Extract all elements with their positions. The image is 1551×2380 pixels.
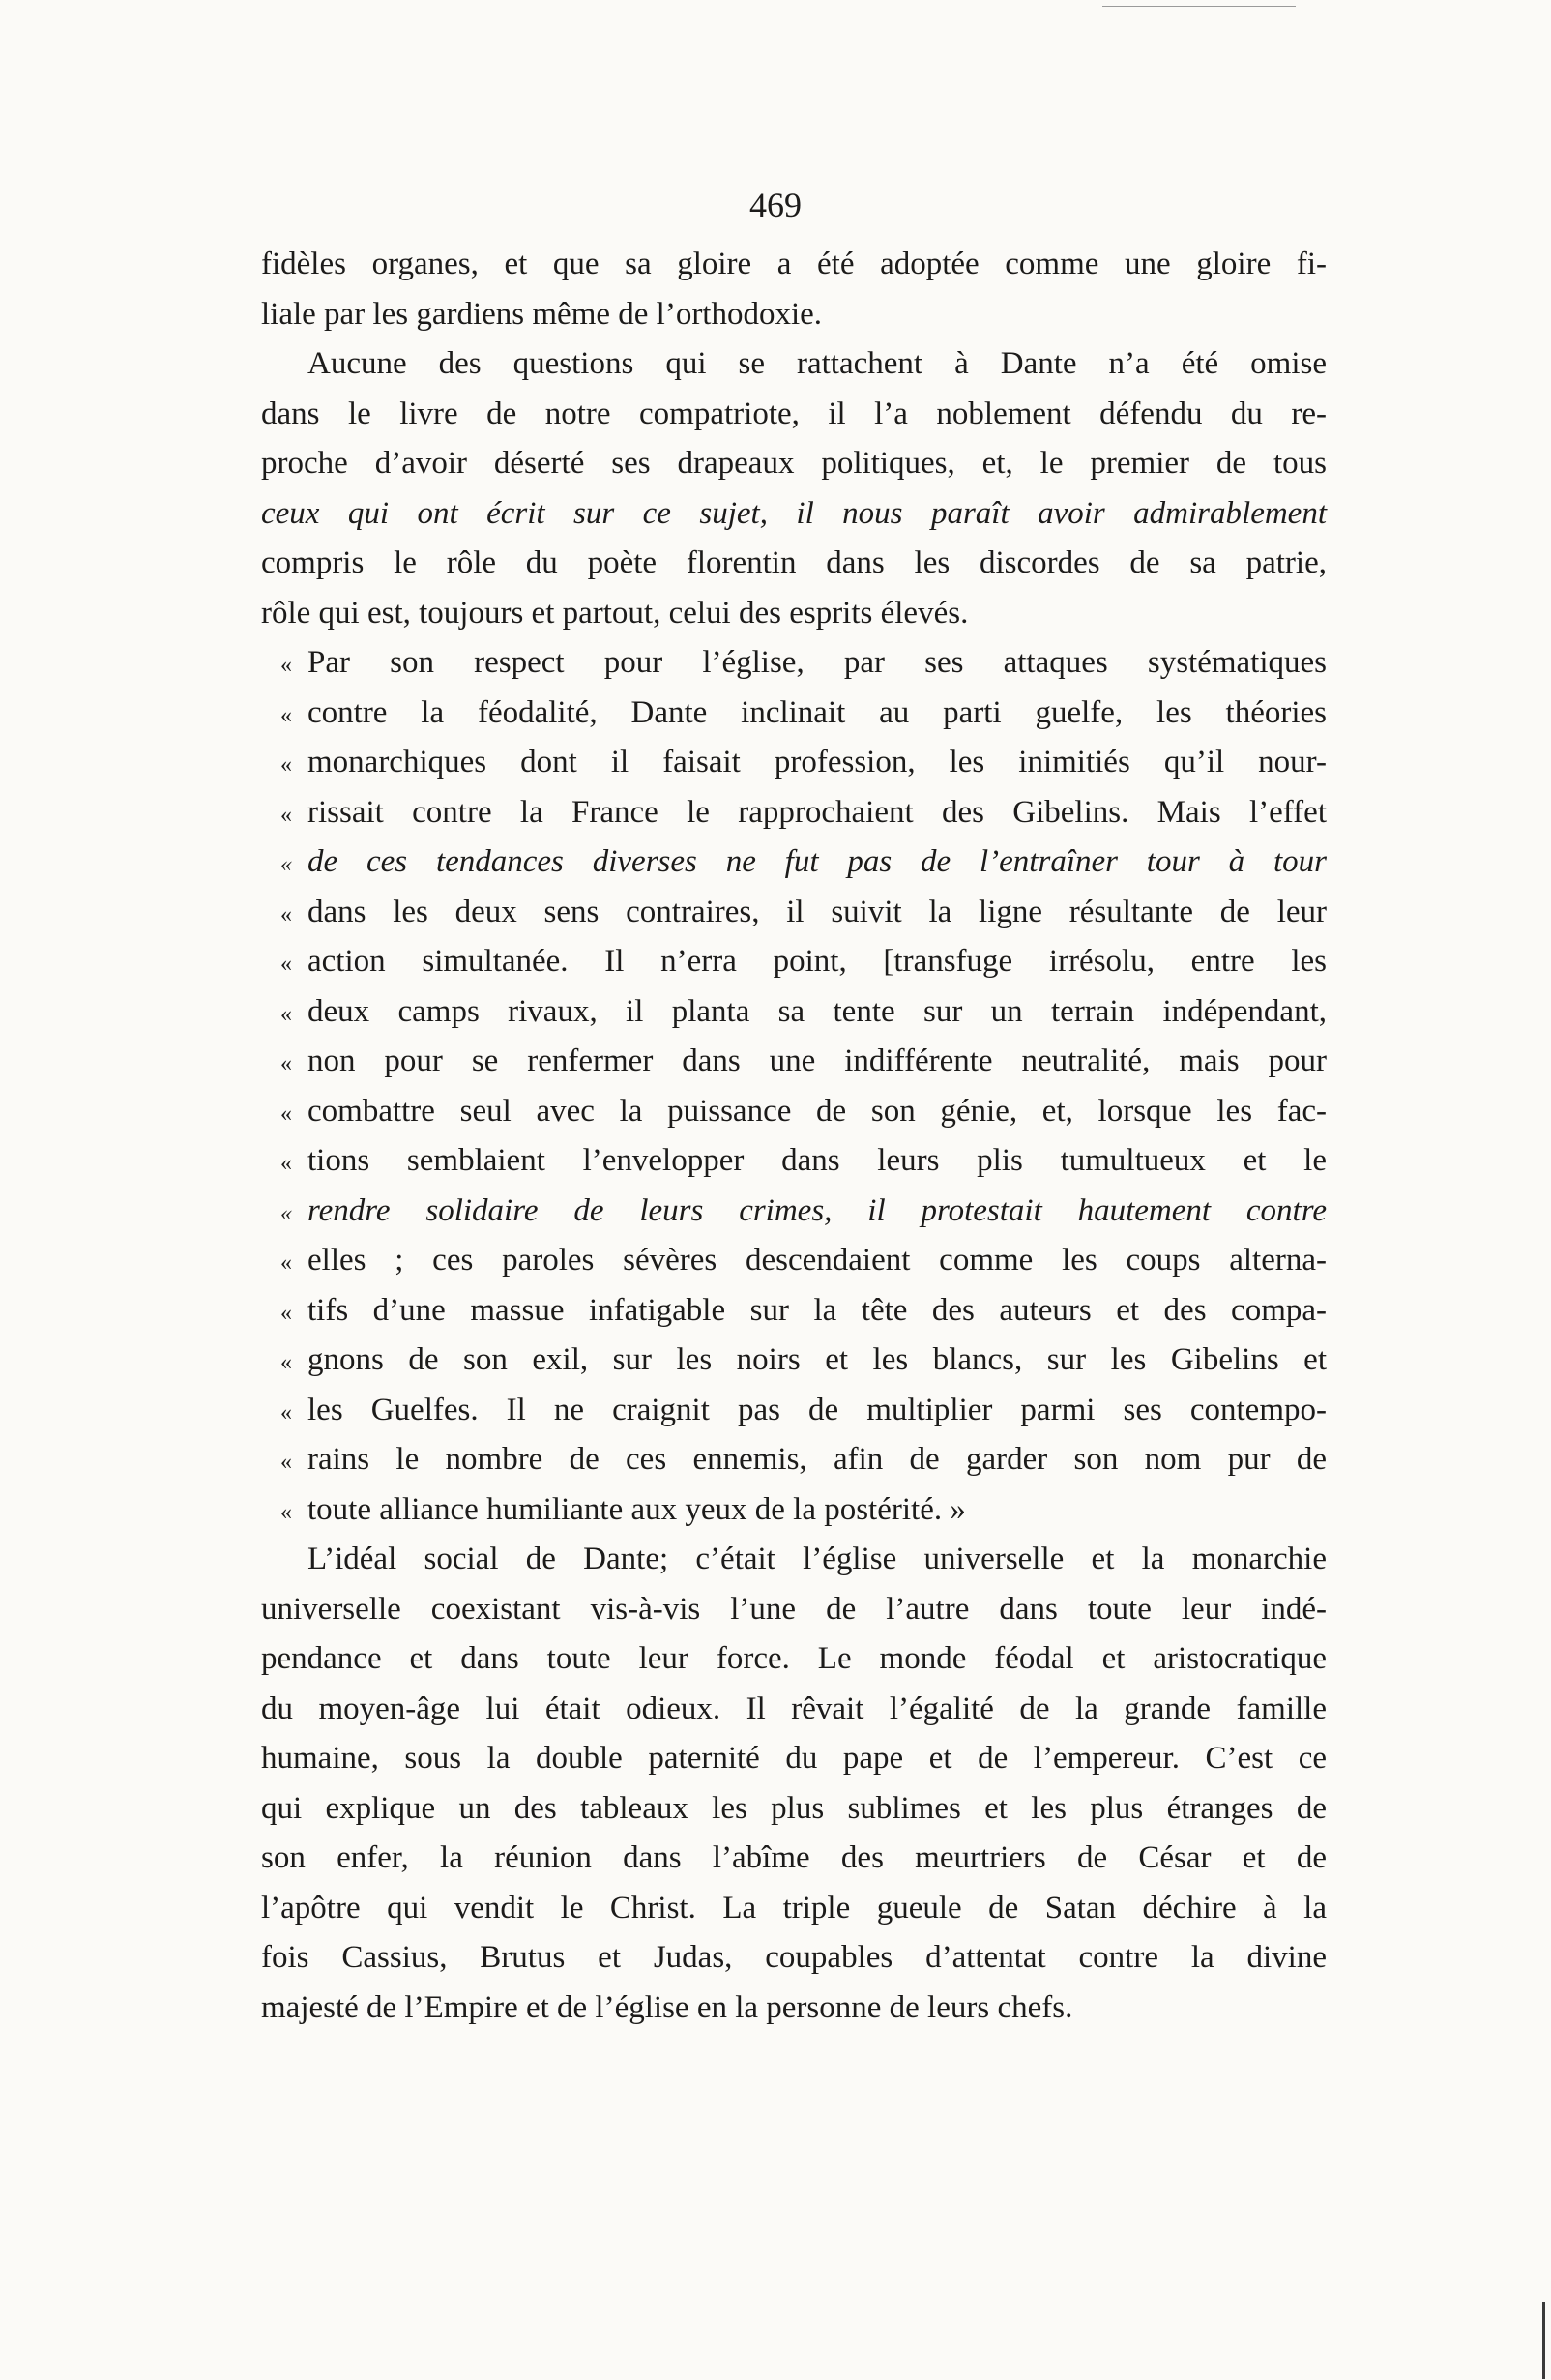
quote-line [280,937,1327,987]
quote-line [280,1037,1327,1087]
text-line: proche d’avoir déserté ses drapeaux politiques, et, le premier de tous [261,446,1327,481]
quote-line [280,1386,1327,1436]
paragraph [261,1535,1327,2033]
scan-edge-rule [1102,6,1296,7]
text-line: universelle coexistant vis-à-vis l’une de l’autre dans toute leur indé- [261,1591,1327,1627]
text-line: son enfer, la réunion dans l’abîme des meurtriers de César et de [261,1840,1327,1875]
text-line: Aucune des questions qui se rattachent à Dante n’a été omise [307,346,1327,381]
quote-mark: « [280,901,292,927]
quote-line [280,788,1327,838]
scan-edge-mark [1542,2302,1545,2379]
quote-text: gnons de son exil, sur les noirs et les blancs, sur les Gibelins et [307,1342,1327,1377]
paragraph [261,339,1327,638]
quote-line [280,888,1327,938]
quote-line [280,1336,1327,1386]
text-line: compris le rôle du poète florentin dans les discordes de sa patrie, [261,545,1327,580]
quote-text: non pour se renfermer dans une indifférente neutralité, mais pour [307,1043,1327,1078]
quote-mark: « [280,1001,292,1027]
quote-text: Par son respect pour l’église, par ses attaques systématiques [307,645,1327,680]
quote-mark: « [280,1350,292,1375]
quote-text: tions semblaient l’envelopper dans leurs plis tumultueux et le [307,1143,1327,1178]
quote-text: contre la féodalité, Dante inclinait au parti guelfe, les théories [307,694,1327,730]
quote-mark: « [280,702,292,728]
paragraph-continuation [261,240,1327,339]
quote-mark: « [280,1151,292,1176]
quote-line [280,689,1327,739]
quote-text: rendre solidaire de leurs crimes, il protestait hautement contre [307,1192,1327,1228]
text-line: humaine, sous la double paternité du pape et de l’empereur. C’est ce [261,1741,1327,1776]
quote-line [280,837,1327,888]
quote-text: de ces tendances diverses ne fut pas de l’entraîner tour à tour [307,844,1327,879]
quote-line [280,1187,1327,1237]
quote-text: elles ; ces paroles sévères descendaient comme les coups alterna- [307,1243,1327,1278]
quote-text: les Guelfes. Il ne craignit pas de multiplier parmi ses contempo- [307,1392,1327,1427]
text-line: fidèles organes, et que sa gloire a été adoptée comme une gloire fi- [261,247,1327,281]
quote-line [280,1435,1327,1485]
block-quote [261,638,1327,1535]
quote-mark: « [280,1450,292,1475]
quote-text: monarchiques dont il faisait profession, les inimitiés qu’il nour- [307,745,1327,779]
text-line: liale par les gardiens même de l’orthodoxie. [261,296,823,332]
quote-mark: « [280,1300,292,1326]
quote-mark: « [280,1250,292,1276]
quote-mark: « [280,1051,292,1076]
quote-line [280,1286,1327,1337]
quote-mark: « [280,802,292,828]
text-line: l’apôtre qui vendit le Christ. La triple gueule de Satan déchire à la [261,1890,1327,1925]
quote-mark: « [280,952,292,977]
quote-mark: « [280,1499,292,1525]
quote-mark: « [280,1101,292,1127]
quote-text: rissait contre la France le rapprochaient des Gibelins. Mais l’effet [307,794,1327,830]
quote-mark: « [280,653,292,678]
text-line: fois Cassius, Brutus et Judas, coupables d’attentat contre la divine [261,1940,1327,1975]
quote-line [280,1236,1327,1286]
text-line: L’idéal social de Dante; c’était l’église universelle et la monarchie [307,1542,1327,1576]
text-line: pendance et dans toute leur force. Le monde féodal et aristocratique [261,1641,1327,1676]
quote-mark: « [280,752,292,778]
quote-line [280,1087,1327,1137]
quote-text: deux camps rivaux, il planta sa tente sur un terrain indépendant, [307,993,1327,1029]
text-line: ceux qui ont écrit sur ce sujet, il nous paraît avoir admirablement [261,495,1327,531]
quote-text: combattre seul avec la puissance de son génie, et, lorsque les fac- [307,1093,1327,1129]
quote-line [280,638,1327,689]
text-line: du moyen-âge lui était odieux. Il rêvait l’égalité de la grande famille [261,1690,1327,1726]
quote-mark: « [280,1200,292,1226]
quote-line [280,1136,1327,1187]
page-number: 469 [749,186,802,224]
quote-text: tifs d’une massue infatigable sur la tête des auteurs et des compa- [307,1292,1327,1328]
quote-line [280,987,1327,1038]
quote-mark: « [280,1399,292,1425]
quote-mark: « [280,852,292,877]
quote-line [280,738,1327,788]
body-text [261,240,1327,2033]
quote-text: action simultanée. Il n’erra point, [transfuge irrésolu, entre les [307,944,1327,979]
text-line: qui explique un des tableaux les plus sublimes et les plus étranges de [261,1790,1327,1826]
quote-line [280,1485,1327,1536]
quote-text: rains le nombre de ces ennemis, afin de garder son nom pur de [307,1442,1327,1477]
text-line: dans le livre de notre compatriote, il l’a noblement défendu du re- [261,396,1327,431]
quote-text: toute alliance humiliante aux yeux de la postérité. » [307,1491,966,1527]
text-line: majesté de l’Empire et de l’église en la personne de leurs chefs. [261,1989,1073,2025]
quote-text: dans les deux sens contraires, il suivit la ligne résultante de leur [307,894,1327,929]
text-line: rôle qui est, toujours et partout, celui des esprits élevés. [261,595,969,631]
